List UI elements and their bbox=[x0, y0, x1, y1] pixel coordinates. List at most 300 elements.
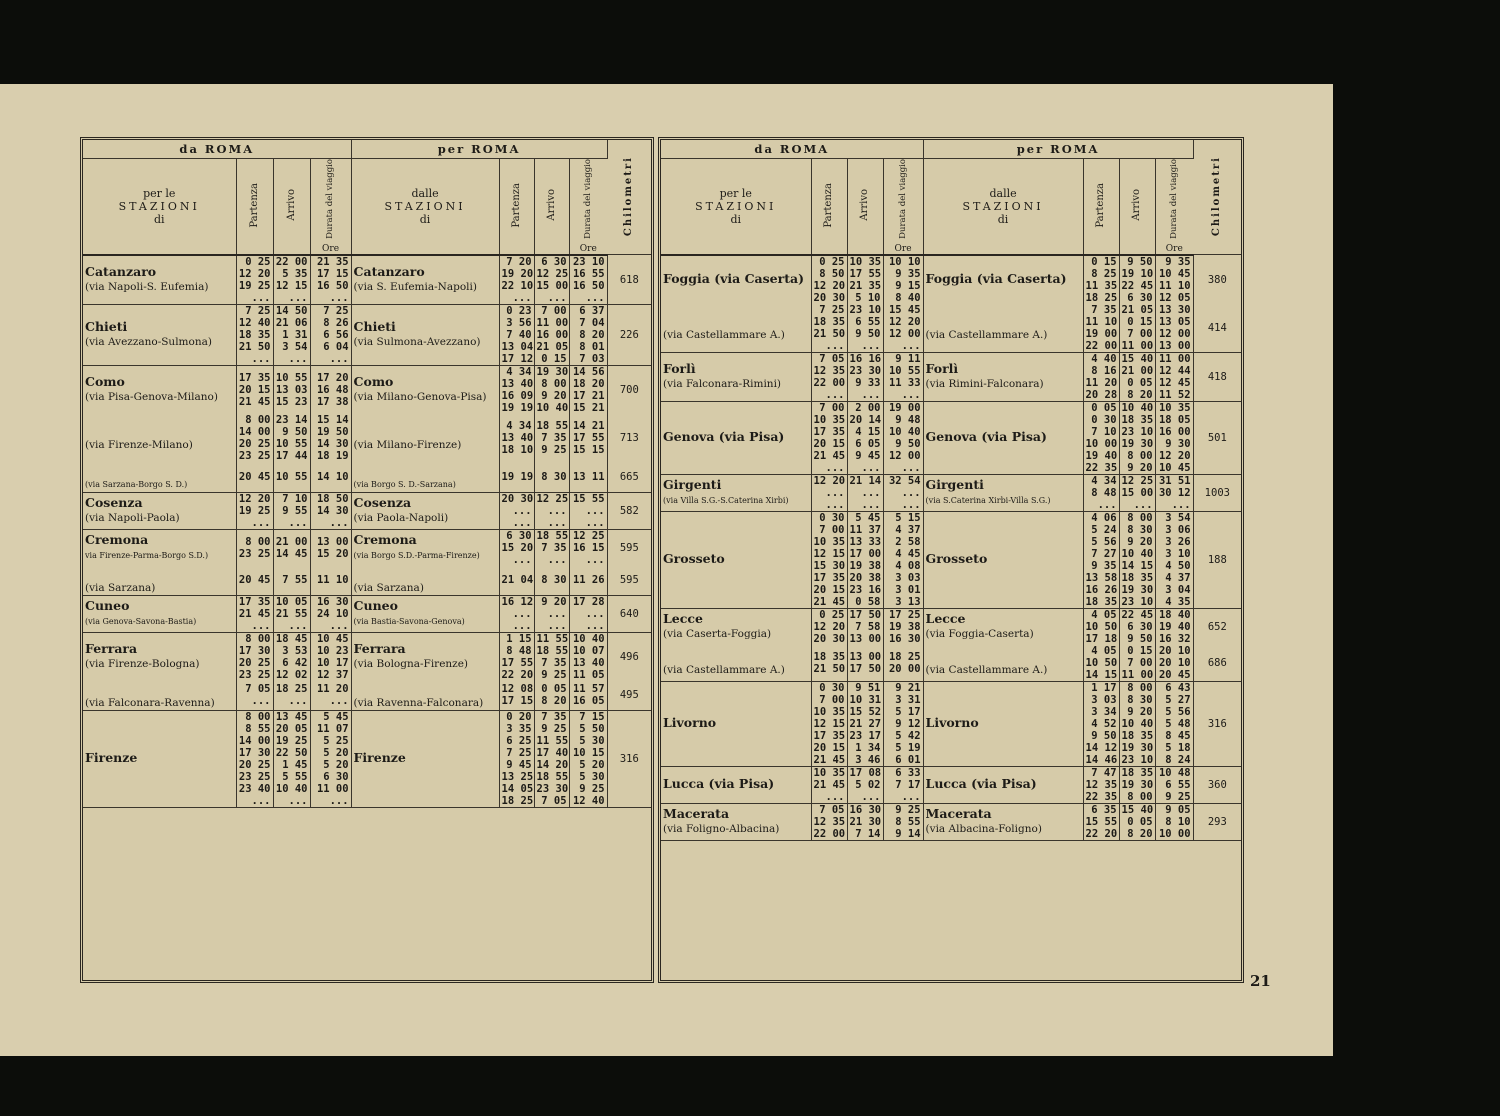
time-cell-dur: 14 10 bbox=[310, 462, 351, 493]
time-cell-arr: 23 10 6 55 9 50 ... bbox=[847, 304, 883, 353]
station-out-cell bbox=[661, 766, 811, 803]
km-cell: 582 bbox=[607, 492, 651, 529]
time-cell-dur2: 12 25 16 15 ... bbox=[569, 529, 607, 566]
da-roma-header: da ROMA bbox=[661, 140, 923, 159]
per-le-label: per le bbox=[143, 186, 176, 200]
time-cell-dur2: 11 57 16 05 bbox=[569, 681, 607, 711]
km-cell: 595 bbox=[607, 566, 651, 596]
table-row bbox=[83, 365, 651, 414]
durata-header: Durata del viaggio bbox=[325, 159, 336, 239]
station-out-name: Macerata bbox=[663, 806, 730, 822]
station-out-cell bbox=[83, 681, 236, 711]
time-cell-dep: 18 35 21 50 bbox=[811, 645, 847, 682]
station-out-cell bbox=[83, 365, 236, 414]
time-cell-dep2: 19 19 bbox=[499, 462, 534, 493]
time-cell-arr2: 0 15 7 00 11 00 bbox=[1119, 645, 1155, 682]
station-in-name: Genova (via Pisa) bbox=[925, 429, 1047, 445]
station-in-via: (via Milano-Firenze) bbox=[353, 439, 462, 452]
time-cell-dur: 10 10 9 35 9 15 8 40 bbox=[883, 255, 923, 304]
station-in-via: (via Rimini-Falconara) bbox=[925, 378, 1044, 391]
partenza-header: Partenza bbox=[1095, 182, 1107, 228]
station-in-cell bbox=[923, 304, 1083, 353]
time-cell-dur2: 11 00 12 44 12 45 11 52 bbox=[1155, 352, 1193, 401]
stazioni-label: STAZIONI bbox=[118, 199, 200, 213]
table-row bbox=[661, 608, 1241, 645]
station-out-cell bbox=[83, 492, 236, 529]
durata-header: Durata del viaggio bbox=[897, 159, 908, 239]
station-out-via: (via Caserta-Foggia) bbox=[663, 628, 772, 641]
table-row bbox=[83, 255, 651, 305]
km-cell: 595 bbox=[619, 541, 639, 554]
table-row bbox=[661, 681, 1241, 766]
time-cell-arr2: 12 25 ... ... bbox=[534, 492, 569, 529]
di-label: di bbox=[153, 212, 165, 226]
time-cell-dur2: 15 55 ... ... bbox=[569, 492, 607, 529]
dalle-label: dalle bbox=[411, 186, 439, 200]
station-out-name: Catanzaro bbox=[85, 264, 157, 280]
station-in-cell bbox=[351, 492, 499, 529]
table-row bbox=[661, 803, 1241, 840]
ore-label: Ore bbox=[1165, 243, 1183, 254]
station-out-name: Cosenza bbox=[85, 495, 143, 511]
stazioni-label: STAZIONI bbox=[695, 199, 777, 213]
time-cell-arr: 21 00 14 45 bbox=[273, 529, 310, 566]
station-in-name: Livorno bbox=[925, 715, 979, 731]
km-cell: 686 bbox=[1193, 645, 1241, 682]
time-cell-dep: 8 00 23 25 bbox=[236, 529, 273, 566]
time-cell-dur2: 20 10 20 10 20 45 bbox=[1155, 645, 1193, 682]
time-cell-dur2: 13 30 13 05 12 00 13 00 bbox=[1155, 304, 1193, 353]
table-row bbox=[83, 304, 651, 365]
station-out-via: (via Foligno-Albacina) bbox=[663, 823, 780, 836]
time-cell-arr2: 10 40 18 35 23 10 19 30 8 00 9 20 bbox=[1119, 401, 1155, 474]
station-out-name: Foggia (via Caserta) bbox=[663, 271, 804, 287]
station-out-via: (via Pisa-Genova-Milano) bbox=[85, 391, 218, 404]
station-out-via: (via Falconara-Rimini) bbox=[663, 378, 782, 391]
table-row bbox=[661, 255, 1241, 304]
time-cell-dep: 7 05 12 35 22 00 ... bbox=[811, 352, 847, 401]
station-out-cell bbox=[83, 255, 236, 305]
time-cell-dur: 18 25 20 00 bbox=[883, 645, 923, 682]
table-row bbox=[83, 632, 651, 681]
time-cell-arr: 21 14 ... ... bbox=[847, 474, 883, 511]
time-cell-dep: 8 00 14 00 20 25 23 25 bbox=[236, 414, 273, 462]
time-cell-dep2: 7 20 19 20 22 10 ... bbox=[499, 255, 534, 305]
station-out-name: Girgenti bbox=[663, 476, 722, 492]
station-out-cell bbox=[83, 595, 236, 632]
km-cell: 380 bbox=[1207, 273, 1227, 286]
time-cell-arr2: 8 30 bbox=[534, 566, 569, 596]
station-out-via: (via Genova-Savona-Bastia) bbox=[85, 616, 197, 626]
timetable-right-table bbox=[661, 140, 1241, 841]
ore-label: Ore bbox=[894, 243, 912, 254]
station-in-via: (via S.Caterina Xirbi-Villa S.G.) bbox=[925, 495, 1051, 505]
station-in-name: Grosseto bbox=[925, 551, 988, 567]
time-cell-dep2: 6 30 15 20 ... bbox=[499, 529, 534, 566]
station-out-cell bbox=[661, 608, 811, 645]
station-out-name: Ferrara bbox=[85, 641, 138, 657]
durata-header: Durata del viaggio bbox=[1169, 159, 1180, 239]
time-cell-dep2: 0 15 8 25 11 35 18 25 bbox=[1083, 255, 1119, 304]
km-cell: 618 bbox=[607, 255, 651, 305]
km-cell: 1003 bbox=[1193, 474, 1241, 511]
time-cell-dep: 10 35 21 45 ... bbox=[811, 766, 847, 803]
time-cell-dep2: 4 05 10 50 17 18 bbox=[1083, 608, 1119, 645]
time-cell-dur: 5 15 4 37 2 58 4 45 4 08 3 03 3 01 3 13 bbox=[883, 511, 923, 608]
time-cell-arr: 16 30 21 30 7 14 bbox=[847, 803, 883, 840]
station-in-via: (via Paola-Napoli) bbox=[353, 512, 449, 525]
station-in-name: Lucca (via Pisa) bbox=[925, 776, 1037, 792]
station-out-via: (via Castellammare A.) bbox=[663, 664, 785, 677]
time-cell-dur: 13 00 15 20 bbox=[310, 529, 351, 566]
time-cell-arr: 10 05 21 55 ... bbox=[273, 595, 310, 632]
di-label: di bbox=[730, 212, 742, 226]
station-in-cell bbox=[923, 511, 1083, 608]
table-row bbox=[83, 595, 651, 632]
table-row bbox=[661, 511, 1241, 608]
time-cell-dep2: 0 23 3 56 7 40 13 04 17 12 bbox=[499, 304, 534, 365]
station-out-cell bbox=[83, 304, 236, 365]
km-cell: 293 bbox=[1193, 803, 1241, 840]
station-out-cell bbox=[661, 681, 811, 766]
station-in-via: (via Milano-Genova-Pisa) bbox=[353, 391, 487, 404]
station-in-via: (via Bastia-Savona-Genova) bbox=[353, 616, 465, 626]
station-in-cell bbox=[923, 645, 1083, 682]
station-out-via: (via Sarzana-Borgo S. D.) bbox=[85, 479, 188, 489]
time-cell-arr2: 15 40 21 00 0 05 8 20 bbox=[1119, 352, 1155, 401]
station-in-name: Forlì bbox=[925, 361, 959, 377]
time-cell-dep2: 4 40 8 16 11 20 20 28 bbox=[1083, 352, 1119, 401]
time-cell-arr: 14 50 21 06 1 31 3 54 ... bbox=[273, 304, 310, 365]
time-cell-dep2: 1 17 3 03 3 34 4 52 9 50 14 12 14 46 bbox=[1083, 681, 1119, 766]
time-cell-dur2: 23 10 16 55 16 50 ... bbox=[569, 255, 607, 305]
station-in-via: (via Borgo S. D.-Sarzana) bbox=[353, 479, 456, 489]
timetable-left-table bbox=[83, 140, 651, 808]
station-out-via: (via Firenze-Bologna) bbox=[85, 658, 200, 671]
table-row bbox=[661, 766, 1241, 803]
station-in-via: (via Castellammare A.) bbox=[925, 329, 1048, 342]
station-in-via: (via Sulmona-Avezzano) bbox=[353, 336, 481, 349]
station-out-cell bbox=[661, 352, 811, 401]
di-label: di bbox=[997, 212, 1009, 226]
station-in-cell bbox=[351, 414, 499, 462]
station-out-cell bbox=[661, 401, 811, 474]
time-cell-dur2: 13 11 bbox=[569, 462, 607, 493]
time-cell-dur: 9 11 10 55 11 33 ... bbox=[883, 352, 923, 401]
station-out-via: (via Sarzana) bbox=[85, 581, 156, 594]
time-cell-dep: 0 25 8 50 12 20 20 30 bbox=[811, 255, 847, 304]
time-cell-dep2: 0 20 3 35 6 25 7 25 9 45 13 25 14 05 18 25 bbox=[499, 710, 534, 807]
time-cell-arr2: 8 00 8 30 9 20 10 40 14 15 18 35 19 30 23 10 bbox=[1119, 511, 1155, 608]
km-cell: 495 bbox=[607, 681, 651, 711]
partenza-header: Partenza bbox=[248, 182, 260, 228]
station-in-name: Macerata bbox=[925, 806, 992, 822]
time-cell-arr2: 6 30 12 25 15 00 ... bbox=[534, 255, 569, 305]
time-cell-dep2: 21 04 bbox=[499, 566, 534, 596]
time-cell-arr: 10 55 13 03 15 23 bbox=[273, 365, 310, 414]
station-out-via: via Firenze-Parma-Borgo S.D.) bbox=[85, 550, 209, 560]
time-cell-dep: 12 20 19 25 ... bbox=[236, 492, 273, 529]
time-cell-dep: 7 05 ... bbox=[236, 681, 273, 711]
table-row bbox=[661, 352, 1241, 401]
time-cell-arr2: 18 55 7 35 9 25 bbox=[534, 414, 569, 462]
time-cell-arr: 18 45 3 53 6 42 12 02 bbox=[273, 632, 310, 681]
station-in-via: (via Albacina-Foligno) bbox=[925, 823, 1042, 836]
time-cell-dep2: 7 35 11 10 19 00 22 00 bbox=[1083, 304, 1119, 353]
time-cell-dep: 0 30 7 00 10 35 12 15 15 30 17 35 20 15 21 45 bbox=[811, 511, 847, 608]
time-cell-arr2: 9 20 ... ... bbox=[534, 595, 569, 632]
ore-label: Ore bbox=[579, 243, 597, 254]
time-cell-dep2: 4 05 10 50 14 15 bbox=[1083, 645, 1119, 682]
time-cell-dep: 8 00 17 30 20 25 23 25 bbox=[236, 632, 273, 681]
station-in-cell bbox=[351, 365, 499, 414]
chilometri-header: Chilometri bbox=[1211, 155, 1223, 236]
da-roma-header: da ROMA bbox=[83, 140, 351, 159]
station-in-cell bbox=[923, 401, 1083, 474]
timetable-right bbox=[658, 137, 1244, 983]
time-cell-dep: 17 35 21 45 ... bbox=[236, 595, 273, 632]
time-cell-arr: 13 00 17 50 bbox=[847, 645, 883, 682]
station-out-cell bbox=[83, 462, 236, 493]
station-in-cell bbox=[351, 681, 499, 711]
km-cell: 496 bbox=[619, 650, 639, 663]
station-out-cell bbox=[661, 304, 811, 353]
time-cell-arr: 23 14 9 50 10 55 17 44 bbox=[273, 414, 310, 462]
time-cell-dep: 8 00 8 55 14 00 17 30 20 25 23 25 23 40 ... bbox=[236, 710, 273, 807]
time-cell-dur: 21 35 17 15 16 50 ... bbox=[310, 255, 351, 305]
station-out-cell bbox=[83, 414, 236, 462]
time-cell-dur: 18 50 14 30 ... bbox=[310, 492, 351, 529]
table-row bbox=[661, 304, 1241, 353]
time-cell-arr: 22 00 5 35 12 15 ... bbox=[273, 255, 310, 305]
time-cell-dur2: 9 35 10 45 11 10 12 05 bbox=[1155, 255, 1193, 304]
stazioni-label: STAZIONI bbox=[962, 199, 1044, 213]
time-cell-dur2: 18 40 19 40 16 32 bbox=[1155, 608, 1193, 645]
time-cell-dep: 20 45 bbox=[236, 462, 273, 493]
time-cell-dur2: 10 40 10 07 13 40 11 05 bbox=[569, 632, 607, 681]
station-out-cell bbox=[83, 710, 236, 807]
station-out-name: Lucca (via Pisa) bbox=[663, 776, 775, 792]
station-out-cell bbox=[83, 529, 236, 566]
time-cell-dep: 7 25 12 40 18 35 21 50 ... bbox=[236, 304, 273, 365]
station-in-via: (via Borgo S.D.-Parma-Firenze) bbox=[353, 550, 480, 560]
station-out-via: (via Castellammare A.) bbox=[663, 329, 785, 342]
time-cell-arr: 10 55 bbox=[273, 462, 310, 493]
time-cell-arr: 17 08 5 02 ... bbox=[847, 766, 883, 803]
partenza-header: Partenza bbox=[823, 182, 834, 228]
station-in-cell bbox=[923, 255, 1083, 304]
station-in-name: Cosenza bbox=[353, 495, 412, 511]
station-in-name: Firenze bbox=[353, 750, 406, 766]
station-out-via: (via Firenze-Milano) bbox=[85, 439, 193, 452]
station-in-cell bbox=[351, 566, 499, 596]
station-in-name: Cremona bbox=[353, 531, 417, 547]
station-in-name: Lecce bbox=[925, 611, 966, 627]
station-in-name: Cuneo bbox=[353, 597, 398, 613]
time-cell-dur: 16 30 24 10 ... bbox=[310, 595, 351, 632]
ore-label: Ore bbox=[322, 243, 340, 254]
km-cell: 316 bbox=[1193, 681, 1241, 766]
station-out-name: Firenze bbox=[85, 750, 138, 766]
station-in-name: Chieti bbox=[353, 319, 396, 335]
km-cell: 652 bbox=[1207, 620, 1227, 633]
station-out-cell bbox=[661, 511, 811, 608]
time-cell-dur: 19 00 9 48 10 40 9 50 12 00 ... bbox=[883, 401, 923, 474]
station-in-cell bbox=[923, 681, 1083, 766]
time-cell-arr: 9 51 10 31 15 52 21 27 23 17 1 34 3 46 bbox=[847, 681, 883, 766]
arrivo-header: Arrivo bbox=[859, 189, 870, 221]
km-cell: 700 bbox=[619, 383, 639, 396]
station-in-via: (via Ravenna-Falconara) bbox=[353, 696, 484, 709]
station-in-via: (via Castellammare A.) bbox=[925, 664, 1048, 677]
station-in-cell bbox=[923, 474, 1083, 511]
time-cell-arr2: 19 30 8 00 9 20 10 40 bbox=[534, 365, 569, 414]
time-cell-dur: 11 20 ... bbox=[310, 681, 351, 711]
station-out-name: Livorno bbox=[663, 715, 717, 731]
time-cell-dep2: 20 30 ... ... bbox=[499, 492, 534, 529]
time-cell-dep: 7 00 10 35 17 35 20 15 21 45 ... bbox=[811, 401, 847, 474]
station-out-cell bbox=[661, 474, 811, 511]
time-cell-arr2: 0 05 8 20 bbox=[534, 681, 569, 711]
time-cell-dur2: 17 28 ... ... bbox=[569, 595, 607, 632]
station-in-name: Como bbox=[353, 374, 394, 390]
time-cell-dep2: 1 15 8 48 17 55 22 20 bbox=[499, 632, 534, 681]
station-out-via: (via Villa S.G.-S.Caterina Xirbi) bbox=[663, 495, 789, 505]
km-cell: 713 bbox=[619, 431, 639, 444]
station-in-cell bbox=[923, 608, 1083, 645]
table-row bbox=[83, 462, 651, 493]
time-cell-dur2: 6 43 5 27 5 56 5 48 8 45 5 18 8 24 bbox=[1155, 681, 1193, 766]
station-out-cell bbox=[661, 645, 811, 682]
station-in-cell bbox=[351, 710, 499, 807]
km-cell: 501 bbox=[1193, 401, 1241, 474]
station-in-name: Girgenti bbox=[925, 476, 984, 492]
station-in-name: Ferrara bbox=[353, 641, 406, 657]
time-cell-arr: 13 45 20 05 19 25 22 50 1 45 5 55 10 40 ... bbox=[273, 710, 310, 807]
time-cell-dur: 9 25 8 55 9 14 bbox=[883, 803, 923, 840]
station-in-via: (via Bologna-Firenze) bbox=[353, 658, 469, 671]
time-cell-arr2: 22 45 6 30 9 50 bbox=[1119, 608, 1155, 645]
station-in-cell bbox=[351, 595, 499, 632]
time-cell-dur2: 10 35 18 05 16 00 9 30 12 20 10 45 bbox=[1155, 401, 1193, 474]
durata-header: Durata del viaggio bbox=[583, 159, 594, 239]
time-cell-dep2: 0 05 0 30 7 10 10 00 19 40 22 35 bbox=[1083, 401, 1119, 474]
per-roma-header: per ROMA bbox=[923, 140, 1193, 159]
time-cell-dep2: 12 08 17 15 bbox=[499, 681, 534, 711]
time-cell-arr2: 9 50 19 10 22 45 6 30 bbox=[1119, 255, 1155, 304]
station-in-via: (via Foggia-Caserta) bbox=[925, 628, 1034, 641]
station-out-cell bbox=[661, 255, 811, 304]
time-cell-arr2: 15 40 0 05 8 20 bbox=[1119, 803, 1155, 840]
time-cell-dep: 0 25 12 20 19 25 ... bbox=[236, 255, 273, 305]
time-cell-dep2: 4 34 8 48 ... bbox=[1083, 474, 1119, 511]
station-out-name: Cremona bbox=[85, 531, 149, 547]
time-cell-dep2: 16 12 ... ... bbox=[499, 595, 534, 632]
time-cell-dur: 6 33 7 17 ... bbox=[883, 766, 923, 803]
station-in-via: (via S. Eufemia-Napoli) bbox=[353, 281, 477, 294]
time-cell-dur2: 11 26 bbox=[569, 566, 607, 596]
table-row bbox=[83, 566, 651, 596]
table-row bbox=[83, 492, 651, 529]
station-in-cell bbox=[923, 352, 1083, 401]
time-cell-dur: 9 21 3 31 5 17 9 12 5 42 5 19 6 01 bbox=[883, 681, 923, 766]
time-cell-dur: 7 25 8 26 6 56 6 04 ... bbox=[310, 304, 351, 365]
time-cell-dep: 20 45 bbox=[236, 566, 273, 596]
time-cell-dur: 5 45 11 07 5 25 5 20 5 20 6 30 11 00 ... bbox=[310, 710, 351, 807]
station-out-cell bbox=[661, 803, 811, 840]
arrivo-header: Arrivo bbox=[285, 189, 297, 221]
station-out-via: (via Napoli-Paola) bbox=[85, 512, 180, 525]
arrivo-header: Arrivo bbox=[1131, 189, 1143, 221]
time-cell-arr2: 18 35 19 30 8 00 bbox=[1119, 766, 1155, 803]
station-out-name: Grosseto bbox=[663, 551, 725, 567]
time-cell-arr: 17 50 7 58 13 00 bbox=[847, 608, 883, 645]
time-cell-dur: 15 45 12 20 12 00 ... bbox=[883, 304, 923, 353]
dalle-label: dalle bbox=[989, 186, 1017, 200]
time-cell-dur2: 7 15 5 50 5 30 10 15 5 20 5 30 9 25 12 40 bbox=[569, 710, 607, 807]
km-cell: 640 bbox=[607, 595, 651, 632]
time-cell-dep: 12 20 ... ... bbox=[811, 474, 847, 511]
time-cell-dur2: 14 21 17 55 15 15 bbox=[569, 414, 607, 462]
page-number: 21 bbox=[1250, 972, 1271, 990]
time-cell-arr2: 12 25 15 00 ... bbox=[1119, 474, 1155, 511]
time-cell-dur2: 9 05 8 10 10 00 bbox=[1155, 803, 1193, 840]
station-out-cell bbox=[83, 632, 236, 681]
time-cell-arr2: 7 35 9 25 11 55 17 40 14 20 18 55 23 30 7 05 bbox=[534, 710, 569, 807]
station-out-name: Forlì bbox=[663, 361, 696, 377]
km-cell: 226 bbox=[607, 304, 651, 365]
time-cell-arr2: 11 55 18 55 7 35 9 25 bbox=[534, 632, 569, 681]
time-cell-arr: 7 10 9 55 ... bbox=[273, 492, 310, 529]
time-cell-dep2: 4 06 5 24 5 56 7 27 9 35 13 58 16 26 18 35 bbox=[1083, 511, 1119, 608]
time-cell-arr2: 8 30 bbox=[534, 462, 569, 493]
partenza-header: Partenza bbox=[510, 182, 522, 228]
time-cell-dur: 10 45 10 23 10 17 12 37 bbox=[310, 632, 351, 681]
di-label: di bbox=[419, 212, 431, 226]
station-out-name: Lecce bbox=[663, 611, 703, 627]
time-cell-dep: 17 35 20 15 21 45 bbox=[236, 365, 273, 414]
station-in-cell bbox=[351, 529, 499, 566]
station-in-cell bbox=[923, 803, 1083, 840]
time-cell-arr: 16 16 23 30 9 33 ... bbox=[847, 352, 883, 401]
station-out-name: Chieti bbox=[85, 319, 128, 335]
km-cell: 665 bbox=[607, 462, 651, 493]
table-row bbox=[661, 645, 1241, 682]
station-out-via: (via Avezzano-Sulmona) bbox=[85, 336, 212, 349]
time-cell-arr2: 8 00 8 30 9 20 10 40 18 35 19 30 23 10 bbox=[1119, 681, 1155, 766]
time-cell-dur: 17 25 19 38 16 30 bbox=[883, 608, 923, 645]
time-cell-arr: 7 55 bbox=[273, 566, 310, 596]
table-row bbox=[83, 710, 651, 807]
per-roma-header: per ROMA bbox=[351, 140, 607, 159]
time-cell-arr: 2 00 20 14 4 15 6 05 9 45 ... bbox=[847, 401, 883, 474]
time-cell-dur2: 6 37 7 04 8 20 8 01 7 03 bbox=[569, 304, 607, 365]
timetable-left bbox=[80, 137, 654, 983]
time-cell-dur: 32 54 ... ... bbox=[883, 474, 923, 511]
time-cell-dep: 7 25 18 35 21 50 ... bbox=[811, 304, 847, 353]
time-cell-dep: 0 25 12 20 20 30 bbox=[811, 608, 847, 645]
time-cell-dep: 0 30 7 00 10 35 12 15 17 35 20 15 21 45 bbox=[811, 681, 847, 766]
time-cell-dur2: 14 56 18 20 17 21 15 21 bbox=[569, 365, 607, 414]
time-cell-dur: 11 10 bbox=[310, 566, 351, 596]
station-in-name: Foggia (via Caserta) bbox=[925, 271, 1067, 287]
time-cell-dur2: 31 51 30 12 ... bbox=[1155, 474, 1193, 511]
stazioni-label: STAZIONI bbox=[384, 199, 466, 213]
station-out-name: Cuneo bbox=[85, 597, 130, 613]
station-out-cell bbox=[83, 566, 236, 596]
station-out-via: (via Napoli-S. Eufemia) bbox=[85, 281, 209, 294]
time-cell-dur2: 3 54 3 06 3 26 3 10 4 50 4 37 3 04 4 35 bbox=[1155, 511, 1193, 608]
